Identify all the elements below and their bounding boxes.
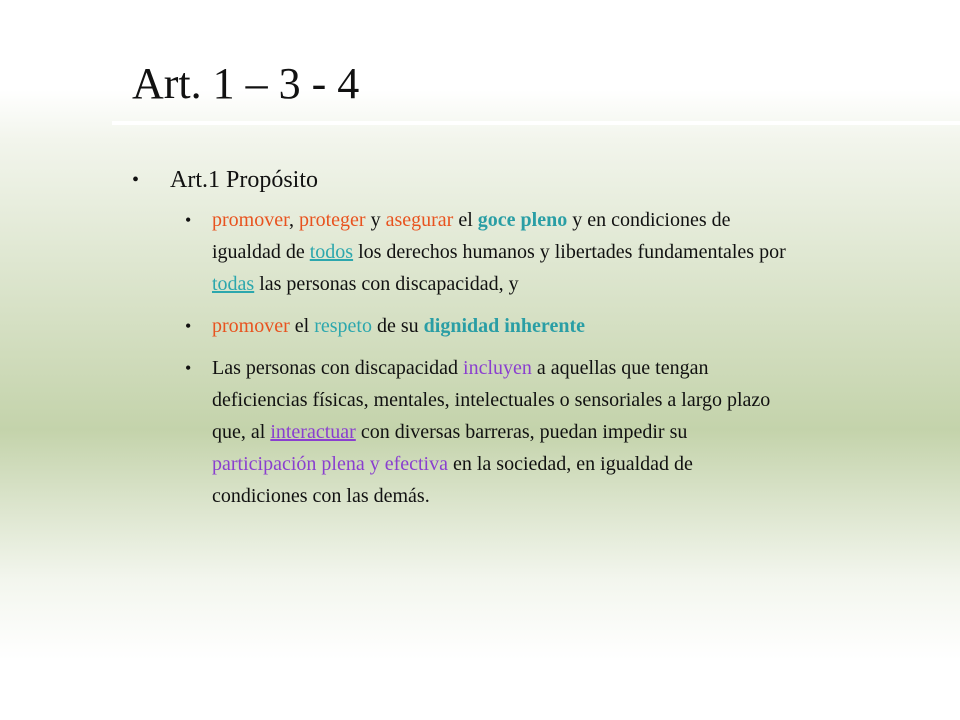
- list-item: [185, 310, 790, 342]
- link-todos[interactable]: todos: [309, 241, 354, 263]
- text: con diversas barreras, puedan impedir su: [360, 421, 688, 443]
- text: Las personas con discapacidad: [212, 357, 459, 379]
- text: de su: [376, 315, 419, 337]
- bullet-icon: •: [132, 169, 140, 191]
- text: el: [458, 209, 473, 231]
- text: y: [370, 209, 381, 231]
- heading-text: Art.1 Propósito: [170, 167, 319, 193]
- text: los derechos humanos y libertades fundamentales por: [358, 241, 786, 263]
- link-todas[interactable]: todas: [212, 273, 255, 295]
- emph-word: promover: [212, 209, 289, 231]
- list-item: [185, 352, 790, 512]
- text: el: [294, 315, 310, 337]
- emph-word: promover: [212, 315, 290, 337]
- bullet-icon: •: [185, 210, 192, 230]
- text: y en condiciones de igualdad de: [212, 209, 731, 263]
- title-divider: [112, 121, 960, 125]
- emph-word: incluyen: [463, 357, 532, 379]
- emph-bold: goce pleno: [477, 209, 568, 231]
- slide-content: [130, 160, 790, 522]
- emph-word: asegurar: [385, 209, 454, 231]
- slide-title: Art. 1 – 3 - 4: [132, 59, 360, 108]
- emph-word: respeto: [314, 315, 372, 337]
- emph-bold: dignidad inherente: [423, 315, 585, 337]
- link-interactuar[interactable]: interactuar: [270, 421, 356, 443]
- heading-item: [130, 160, 790, 200]
- text: en la sociedad, en igualdad de condiciones con las demás.: [212, 453, 693, 507]
- emph-word: proteger: [298, 209, 366, 231]
- text: a aquellas que tengan deficiencias físicas, mentales, intelectuales o sensoriales a largo plazo que, al: [212, 357, 771, 443]
- bullet-icon: •: [185, 358, 192, 378]
- text: ,: [288, 209, 294, 231]
- text: las personas con discapacidad, y: [259, 273, 519, 295]
- bullet-icon: •: [185, 316, 192, 336]
- emph-word: participación plena y efectiva: [212, 453, 448, 475]
- list-item: [185, 204, 790, 300]
